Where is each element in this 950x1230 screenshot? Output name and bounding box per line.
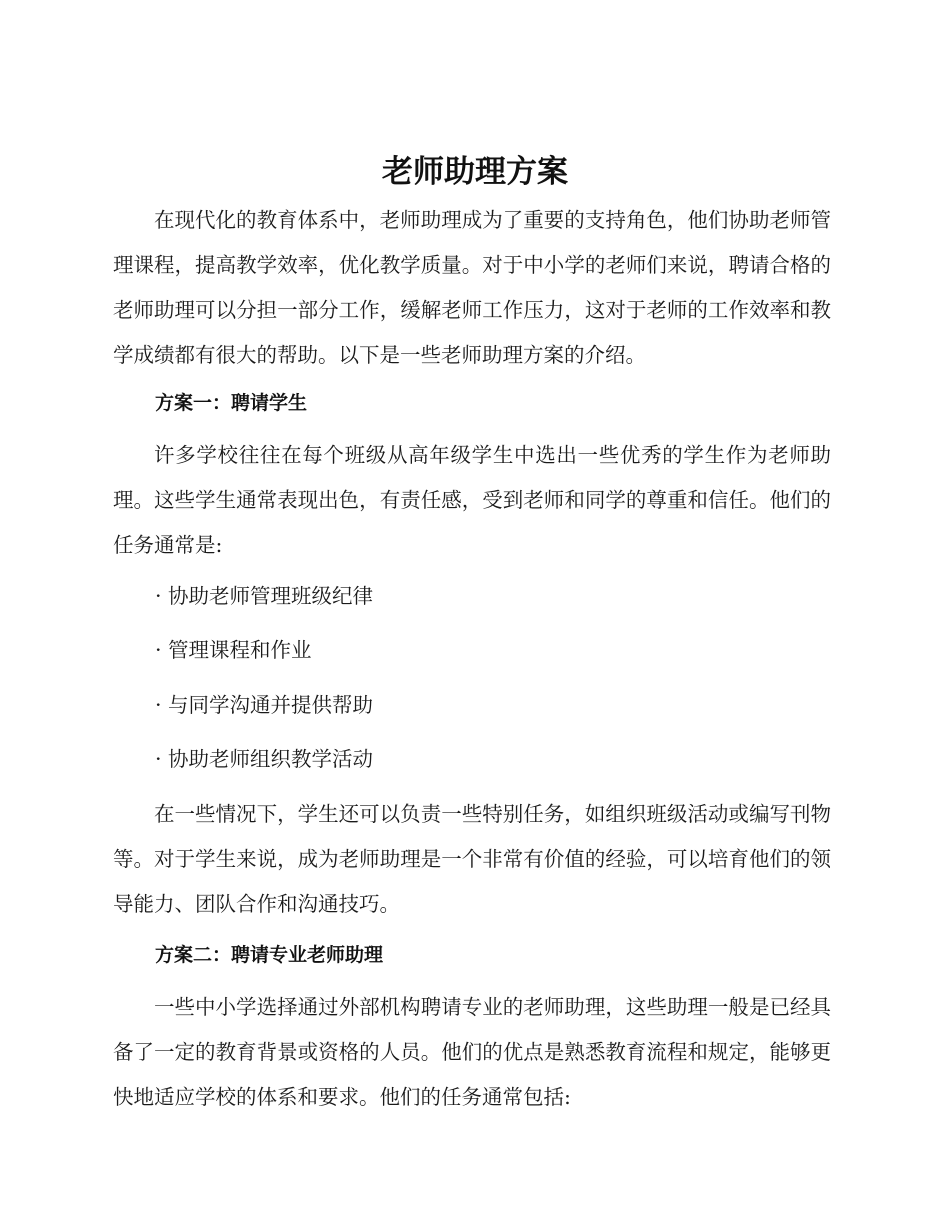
plan1-bullet-2: · 管理课程和作业	[155, 638, 312, 662]
plan1-bullet-3: · 与同学沟通并提供帮助	[155, 693, 374, 717]
plan1-heading: 方案一：聘请学生	[155, 392, 308, 414]
plan2-paragraph-1: 一些中小学选择通过外部机构聘请专业的老师助理，这些助理一般是已经具备了一定的教育背景或资格的人员。他们的优点是熟悉教育流程和规定，能够更快地适应学校的体系和要求。他们的任务通常包括:	[113, 995, 831, 1109]
intro-paragraph: 在现代化的教育体系中，老师助理成为了重要的支持角色，他们协助老师管理课程，提高教学效率，优化教学质量。对于中小学的老师们来说，聘请合格的老师助理可以分担一部分工作，缓解老师工作压力，这对于老师的工作效率和教学成绩都有很大的帮助。以下是一些老师助理方案的介绍。	[113, 208, 831, 367]
plan1-bullet-4: · 协助老师组织教学活动	[155, 747, 374, 771]
plan1-paragraph-2: 在一些情况下，学生还可以负责一些特别任务，如组织班级活动或编写刊物等。对于学生来说，成为老师助理是一个非常有价值的经验，可以培育他们的领导能力、团队合作和沟通技巧。	[113, 802, 831, 916]
plan1-paragraph-1: 许多学校往往在每个班级从高年级学生中选出一些优秀的学生作为老师助理。这些学生通常表现出色，有责任感，受到老师和同学的尊重和信任。他们的任务通常是:	[113, 443, 831, 557]
plan2-heading: 方案二：聘请专业老师助理	[155, 944, 384, 966]
plan1-bullet-1: · 协助老师管理班级纪律	[155, 584, 374, 608]
document-title: 老师助理方案	[382, 154, 568, 190]
